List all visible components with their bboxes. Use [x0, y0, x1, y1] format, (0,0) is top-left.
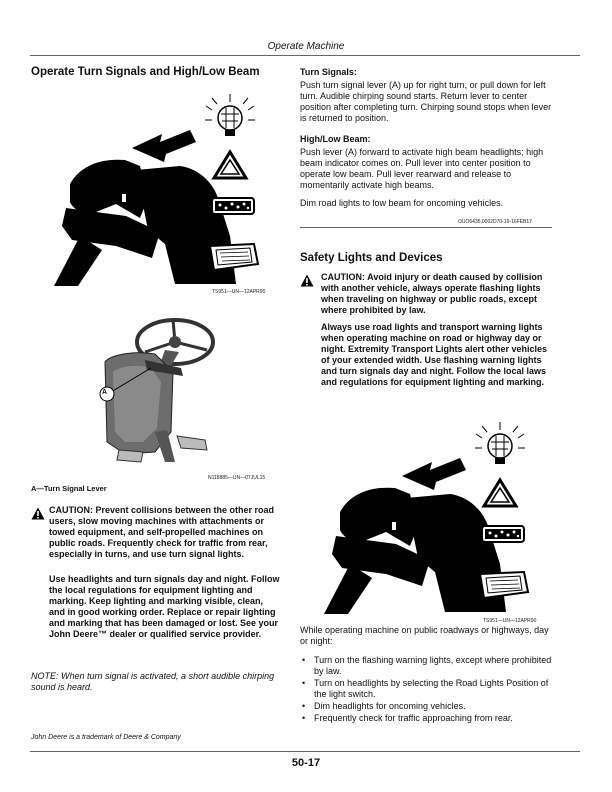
safety-lights-heading: Safety Lights and Devices [300, 252, 443, 264]
steering-column-illustration [95, 312, 225, 472]
note-text: NOTE: When turn signal is activated, a short audible chirping sound is heard. [31, 671, 275, 692]
arrow-icon [132, 130, 196, 162]
left-caution-paragraph-2: Use headlights and turn signals day and night. Follow the local regulations for equipment lighting and marking. Keep lighting and marking visible, clean, and in good working order. Replace or repair lighting and marking that has been damaged or lost. See your John Deere™ dealer or qualified service provider. [49, 574, 280, 639]
safety-lights-illustration-1 [40, 86, 280, 286]
list-item: • Dim headlights for oncoming vehicles. [300, 701, 552, 712]
trademark-note: John Deere is a trademark of Deere & Company [31, 734, 181, 741]
road-operation-list [300, 655, 552, 725]
arrow-icon [402, 458, 466, 490]
figure2-caption: N118885—UN—07JUL15 [208, 475, 266, 481]
headlight-icon [480, 572, 528, 598]
figure2-legend: A—Turn Signal Lever [31, 484, 107, 493]
warning-icon [31, 507, 45, 520]
reference-code: OUO6435,0002D70-19-16FEB17 [458, 219, 532, 225]
callout-label-a: A [102, 389, 108, 396]
dim-lights-text: Dim road lights to low beam for oncoming vehicles. [300, 198, 504, 208]
header-rule [30, 55, 580, 56]
flashing-light-icon [475, 422, 525, 464]
turn-signals-heading: Turn Signals: [300, 67, 357, 77]
left-caution-paragraph-1: CAUTION: Prevent collisions between the other road users, slow moving machines with attachments or towed equipment, and self-propelled machines on public roads. Frequently check for traffic from rear, especially in turns, and use turn signal lights. [49, 505, 275, 559]
slow-moving-vehicle-icon [214, 152, 246, 178]
high-low-beam-heading: High/Low Beam: [300, 134, 371, 144]
slow-moving-vehicle-icon [484, 480, 516, 506]
safety-lights-illustration-2 [310, 414, 550, 614]
headlight-icon [210, 244, 258, 270]
figure3-caption: TS951—UN—12APR90 [483, 618, 537, 624]
road-operation-intro: While operating machine on public roadways or highways, day or night: [300, 625, 549, 646]
right-caution-paragraph-2: Always use road lights and transport warning lights when operating machine on road or highway day or night. Extremity Transport Lights alert other vehicles of your extended width. Use flashing warning lights and turn signals day and night. Follow the local laws and regulations for equipment lighting and marking. [321, 322, 548, 387]
turn-signals-text: Push turn signal lever (A) up for right turn, or pull down for left turn. Audible chirping sound starts. Return lever to center position after completing turn. Chirping sound stops when lever is returned to position. [300, 80, 552, 123]
list-item: • Frequently check for traffic approaching from rear. [300, 713, 552, 724]
operator-silhouette [324, 488, 506, 614]
figure1-caption: TS951—UN—12APR90 [212, 289, 266, 295]
section-divider [300, 227, 552, 228]
section-header: Operate Machine [267, 41, 345, 52]
high-low-beam-text: Push lever (A) forward to activate high beam headlights; high beam indicator comes on. Pull lever into center position to operate low beam. Pull lever rearward and release to momentarily activate high beams. [300, 147, 544, 190]
warning-icon [300, 274, 314, 287]
reflective-tape-icon [482, 526, 524, 542]
right-caution-paragraph-1: CAUTION: Avoid injury or death caused by collision with another vehicle, always operate flashing lights when traveling on highway or public roads, except where prohibited by law. [321, 272, 543, 315]
page-number: 50-17 [291, 757, 321, 769]
flashing-light-icon [205, 94, 255, 136]
operator-silhouette [54, 160, 236, 286]
list-item: • Turn on the flashing warning lights, except where prohibited by law. [300, 655, 552, 677]
footer-rule [30, 751, 580, 752]
list-item: • Turn on headlights by selecting the Road Lights Position of the light switch. [300, 678, 552, 700]
reflective-tape-icon [212, 198, 254, 214]
left-section-title: Operate Turn Signals and High/Low Beam [31, 66, 260, 78]
